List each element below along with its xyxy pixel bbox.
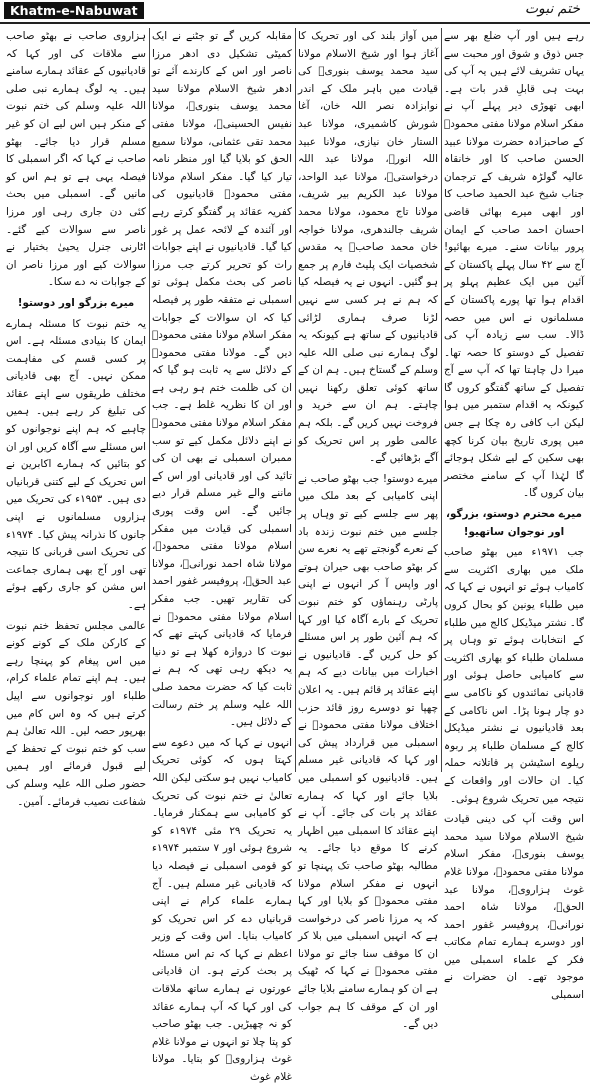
- paragraph: انہوں نے کہا کہ میں دعوے سے کہتا ہوں کہ کوئی تحریک کامیاب نہیں ہو سکتی لیکن اللہ تعالیٰ نے ختم نبوت کی تحریک کو کامیابی سے ہمکنار فرمایا۔ یہ تحریک ۲۹ مئی ۱۹۷۴ء کو شروع ہوئی اور ۷ ستمبر ۱۹۷۴ء کو قومی اسمبلی نے فیصلہ دیا کہ قادیانی غیر مسلم ہیں۔ آج ہمارے علماء کرام نے اپنی قربانیاں دے کر اس تحریک کو کامیاب بنایا۔ اس وقت کے وزیر اعظم نے کہا کہ تم اس مسئلہ پر بحث کرتے ہو۔ ان قادیانی عورتوں نے ہمارے ساتھ ملاقات کی اور کہا کہ آپ ہمارے عقائد کو نہ چھیڑیں۔ جب بھٹو صاحب کو پتا چلا تو انہوں نے مولانا غلام غوث ہزارویؒ کو بتایا۔ مولانا غلام غوث: [152, 736, 293, 1084]
- paragraph: یہ ختم نبوت کا مسئلہ ہمارے ایمان کا بنیادی مسئلہ ہے۔ اس پر کسی قسم کی مفاہمت ممکن نہیں۔ آج بھی قادیانی مختلف طریقوں سے اپنے عقائد کی تبلیغ کر رہے ہیں۔ ہمیں چاہیے کہ ہم اپنے نوجوانوں کو اس مسئلے سے آگاہ کریں اور ان کو بتائیں کہ ہمارے اکابرین نے اس تحریک کے لیے کتنی قربانیاں دی ہیں۔ ۱۹۵۳ء کی تحریک میں ہزاروں مسلمانوں نے اپنی جانوں کا نذرانہ پیش کیا۔ ۱۹۷۴ء کی تحریک اسی قربانی کا نتیجہ تھی اور آج بھی ہماری جماعت اس مشن کو جاری رکھے ہوئے ہے۔: [6, 317, 146, 611]
- article-column-3: [152, 28, 293, 1084]
- column-divider: [441, 28, 442, 772]
- section-title: ختم نبوت: [524, 1, 580, 17]
- article-column-1: [444, 28, 584, 1002]
- paragraph: جب ۱۹۷۱ء میں بھٹو صاحب ملک میں بھاری اکثریت سے کامیاب ہوئے تو انہوں نے کہا کہ میں طلباء یونین کو بحال کروں گا۔ نشتر میڈیکل کالج میں طلباء کے انتخابات ہوئے تو وہاں پر مسلمان طلباء کو بھاری اکثریت سے کامیابی حاصل ہوئی اور قادیانی نمائندوں کو ناکامی سے دو چار ہونا پڑا۔ اس ناکامی کے بعد قادیانیوں نے نشتر میڈیکل کالج کے مسلمان طلباء پر ربوہ ریلوے اسٹیشن پر قاتلانہ حملہ کیا۔ ان حالات اور واقعات کے نتیجہ میں تحریک شروع ہوئی۔: [444, 546, 584, 805]
- paragraph: میرے بزرگو اور دوستو!: [17, 296, 135, 309]
- publication-name: Khatm-e-Nabuwat: [4, 2, 144, 19]
- paragraph: رہے ہیں اور آپ ضلع بھر سے جس ذوق و شوق اور محبت سے یہاں تشریف لائے ہیں یہ آپ کی بہت ہی قابلِ قدر بات ہے۔ ابھی تھوڑی دیر پہلے آپ نے مفکر اسلام مولانا مفتی محمودؒ کے صاحبزادہ حضرت مولانا عبید الحسن صاحب کا اور خانقاہ عالیہ گولڑہ شریف کے ترجمان جناب شیخ عبد الحمید صاحب کا اور ابھی میرے بھائی قاضی احسان احمد صاحب کے ایمان پرور بیانات سنے۔ میرے بھائیو! آج سے ۴۲ سال پہلے پاکستان کے آئین میں ایک عظیم پہلو پر اقدام ہوا تھا پورے پاکستان کے مسلمانوں نے اس میں حصہ ڈالا۔ سب سے زیادہ آپ کی تفصیل کے دوستو کا حصہ تھا۔ میرا دل چاہتا تھا کہ آپ سے آج تفصیل کے ساتھ گفتگو کروں گا کیونکہ یہ اقدام ستمبر میں ہوا لیکن اب کافی رہ چکا ہے جس میں پوری تاریخ بیان کرنا کچھ بھی سکین کے لیے شکل ہوجائے گا لہٰذا آپ کے سامنے مختصر بیان کروں گا۔: [444, 30, 584, 500]
- column-divider: [149, 28, 150, 772]
- paragraph: میں آواز بلند کی اور تحریک کا آغاز ہوا اور شیخ الاسلام مولانا سید محمد یوسف بنوریؒ کی قیادت میں باہر ملک کے اندر نوابزادہ نصر اللہ خان، آغا شورش کاشمیری، مولانا عبد الستار خان نیازی، مولانا عبید اللہ انورؒ، مولانا عبد اللہ درخواستیؒ، مولانا عبد الواحد، مولانا عبد الکریم بیر شریف، مولانا تاج محمود، مولانا محمد شریف جالندھری، مولانا خواجہ خان محمد صاحبؒ یہ مقدس شخصیات ایک پلیٹ فارم پر جمع ہو گئیں۔ انہوں نے یہ فیصلہ کیا کہ ہم نے ہر کسی سے نہیں لڑنا صرف ہماری لڑائی قادیانیوں کے ساتھ ہے کیونکہ یہ لوگ ہمارے نبی صلی اللہ علیہ وسلم کے گستاخ ہیں۔ ہم ان کے ساتھ کوئی تعلق رکھنا نہیں چاہتے۔ ہم ان سے خرید و فروخت نہیں کریں گے۔ بلکہ ہم عالمی طور پر اس تحریک کو آگے بڑھائیں گے۔: [298, 30, 438, 465]
- paragraph: میرے محترم دوستو، بزرگو، اور نوجوان ساتھیو!: [446, 508, 582, 538]
- paragraph: مقابلہ کریں گے تو جٹنے نے ایک کمیٹی تشکیل دی ادھر مرزا ناصر اور اس کے کارندے آئے تو ادھر شیخ الاسلام مولانا سید محمد یوسف بنوریؒ، مولانا نفیس الحسینیؒ، مولانا مفتی محمد تقی عثمانی، مولانا سمیع الحق کو بلایا گیا اور منظر نامہ تیار کیا گیا۔ مفکر اسلام مولانا مفتی محمودؒ قادیانیوں کی کفریہ عقائد پر گفتگو کرتے رہے اور آئندہ کے لائحہ عمل پر غور کیا گیا۔ قادیانیوں نے اپنے جوابات رات کو تحریر کرتے جب مرزا ناصر کی بحث مکمل ہوئی تو اسمبلی نے متفقہ طور پر فیصلہ کیا کہ ان سوالات کے جوابات مفکر اسلام مولانا مفتی محمودؒ دیں گے۔ مولانا مفتی محمودؒ کے دلائل سے یہ ثابت ہو گیا کہ ان کی ظلمت ختم ہو رہی ہے اور ان کا نظریہ غلط ہے۔ جب مفکر اسلام مولانا مفتی محمودؒ نے اپنے دلائل مکمل کیے تو سب ممبران اسمبلی نے بھی ان کی تائید کی اور قادیانی اور اس کے ماننے والے غیر مسلم قرار دیے جائیں گے۔ اس وقت پوری اسمبلی کی قیادت میں مفکر اسلام مولانا مفتی محمودؒ، مولانا شاہ احمد نورانیؒ، مولانا عبد الحقؒ، پروفیسر غفور احمد کی تقاریر تھیں۔ جب مفکر اسلام مولانا مفتی محمودؒ نے فرمایا کہ قادیانی کہتے تھے کہ نبوت کا دروازہ کھلا ہے تو دنیا یہ دیکھ رہی تھی کہ ہم نے ثابت کیا کہ حضرت محمد صلی اللہ علیہ وسلم پر ختم رسالت کے دلائل ہیں۔: [152, 30, 292, 729]
- article-column-2: [298, 28, 438, 1031]
- paragraph: میرے دوستو! جب بھٹو صاحب نے اپنی کامیابی کے بعد ملک میں پھر سے جلسے کیے تو وہاں پر جلسے میں ختم نبوت زندہ باد کے نعرے گونجتے تھے یہ نعرے سن کر بھٹو صاحب بھی حیران ہوتے اور واپس آ کر انہوں نے اپنی پارٹی رہنماؤں کو ختم نبوت تحریک کے بارے آگاہ کیا اور کہا کہ ہم آئین طور پر اس مسئلے کو حل کریں گے۔ قادیانیوں نے اخبارات میں بیانات دیے کہ ہم اپنے عقائد پر قائم ہیں۔ یہ اعلان چھپا تو دوسرے روز قائد حزب اختلاف مولانا مفتی محمودؒ نے اسمبلی میں قرارداد پیش کی اور کہا کہ قادیانی غیر مسلم ہیں۔ قادیانیوں کو اسمبلی میں بلایا جائے اور کہا کہ ہمارے عقائد پر بات کی جائے۔ آپ نے اپنے عقائد کا اسمبلی میں اظہار کرنے کا موقع دیا جائے۔ یہ مطالبہ بھٹو صاحب تک پہنچا تو انہوں نے مفکر اسلام مولانا مفتی محمودؒ کو بلایا اور کہا کہ یہ مرزا ناصر کی درخواست ہے کہ انہیں اسمبلی میں بلا کر ان کا موقف سنا جائے تو مولانا مفتی محمودؒ نے کہا کہ ٹھیک ہے ان کو ہمارے سامنے بلایا جائے اور ان کے موقف کا ہم جواب دیں گے۔: [298, 472, 438, 1031]
- column-divider: [295, 28, 296, 772]
- article-column-4: [6, 28, 146, 808]
- paragraph: اس وقت آپ کی دینی قیادت شیخ الاسلام مولانا سید محمد یوسف بنوریؒ، مفکر اسلام مولانا مفتی محمودؒ، مولانا غلام غوث ہزارویؒ، مولانا عبد الحقؒ، مولانا شاہ احمد نورانیؒ، پروفیسر غفور احمد اور دوسرے ہمارے تمام مکاتب فکر کے علماء اسمبلی میں موجود تھے۔ ان حضرات نے اسمبلی: [444, 813, 584, 1002]
- paragraph: ہزاروی صاحب نے بھٹو صاحب سے ملاقات کی اور کہا کہ قادیانیوں کے عقائد ہمارے سامنے ہیں۔ یہ لوگ ہمارے نبی صلی اللہ علیہ وسلم کی ختم نبوت کے منکر ہیں اس لیے ان کو غیر مسلم قرار دیا جائے۔ بھٹو صاحب نے کہا کہ اگر اسمبلی کا فیصلہ یہی ہے تو ہم اس کو مانیں گے۔ اسمبلی میں بحث کئی دن جاری رہی اور مرزا ناصر سے سوالات کیے گئے۔ اٹارنی جنرل یحییٰ بختیار نے سوالات کیے اور مرزا ناصر ان کے جوابات نہ دے سکا۔: [6, 30, 146, 289]
- paragraph: عالمی مجلس تحفظ ختم نبوت کے کارکن ملک کے کونے کونے میں اس پیغام کو پہنچا رہے ہیں۔ ہم اپنے تمام علماء کرام، طلباء اور نوجوانوں سے اپیل کرتے ہیں کہ وہ اس کام میں بھرپور حصہ لیں۔ اللہ تعالیٰ ہم سب کو ختم نبوت کے تحفظ کے لیے قبول فرمائے اور ہمیں حضور صلی اللہ علیہ وسلم کی شفاعت نصیب فرمائے۔ آمین۔: [6, 619, 146, 808]
- page-header: [0, 0, 590, 24]
- article-columns: [6, 28, 584, 1084]
